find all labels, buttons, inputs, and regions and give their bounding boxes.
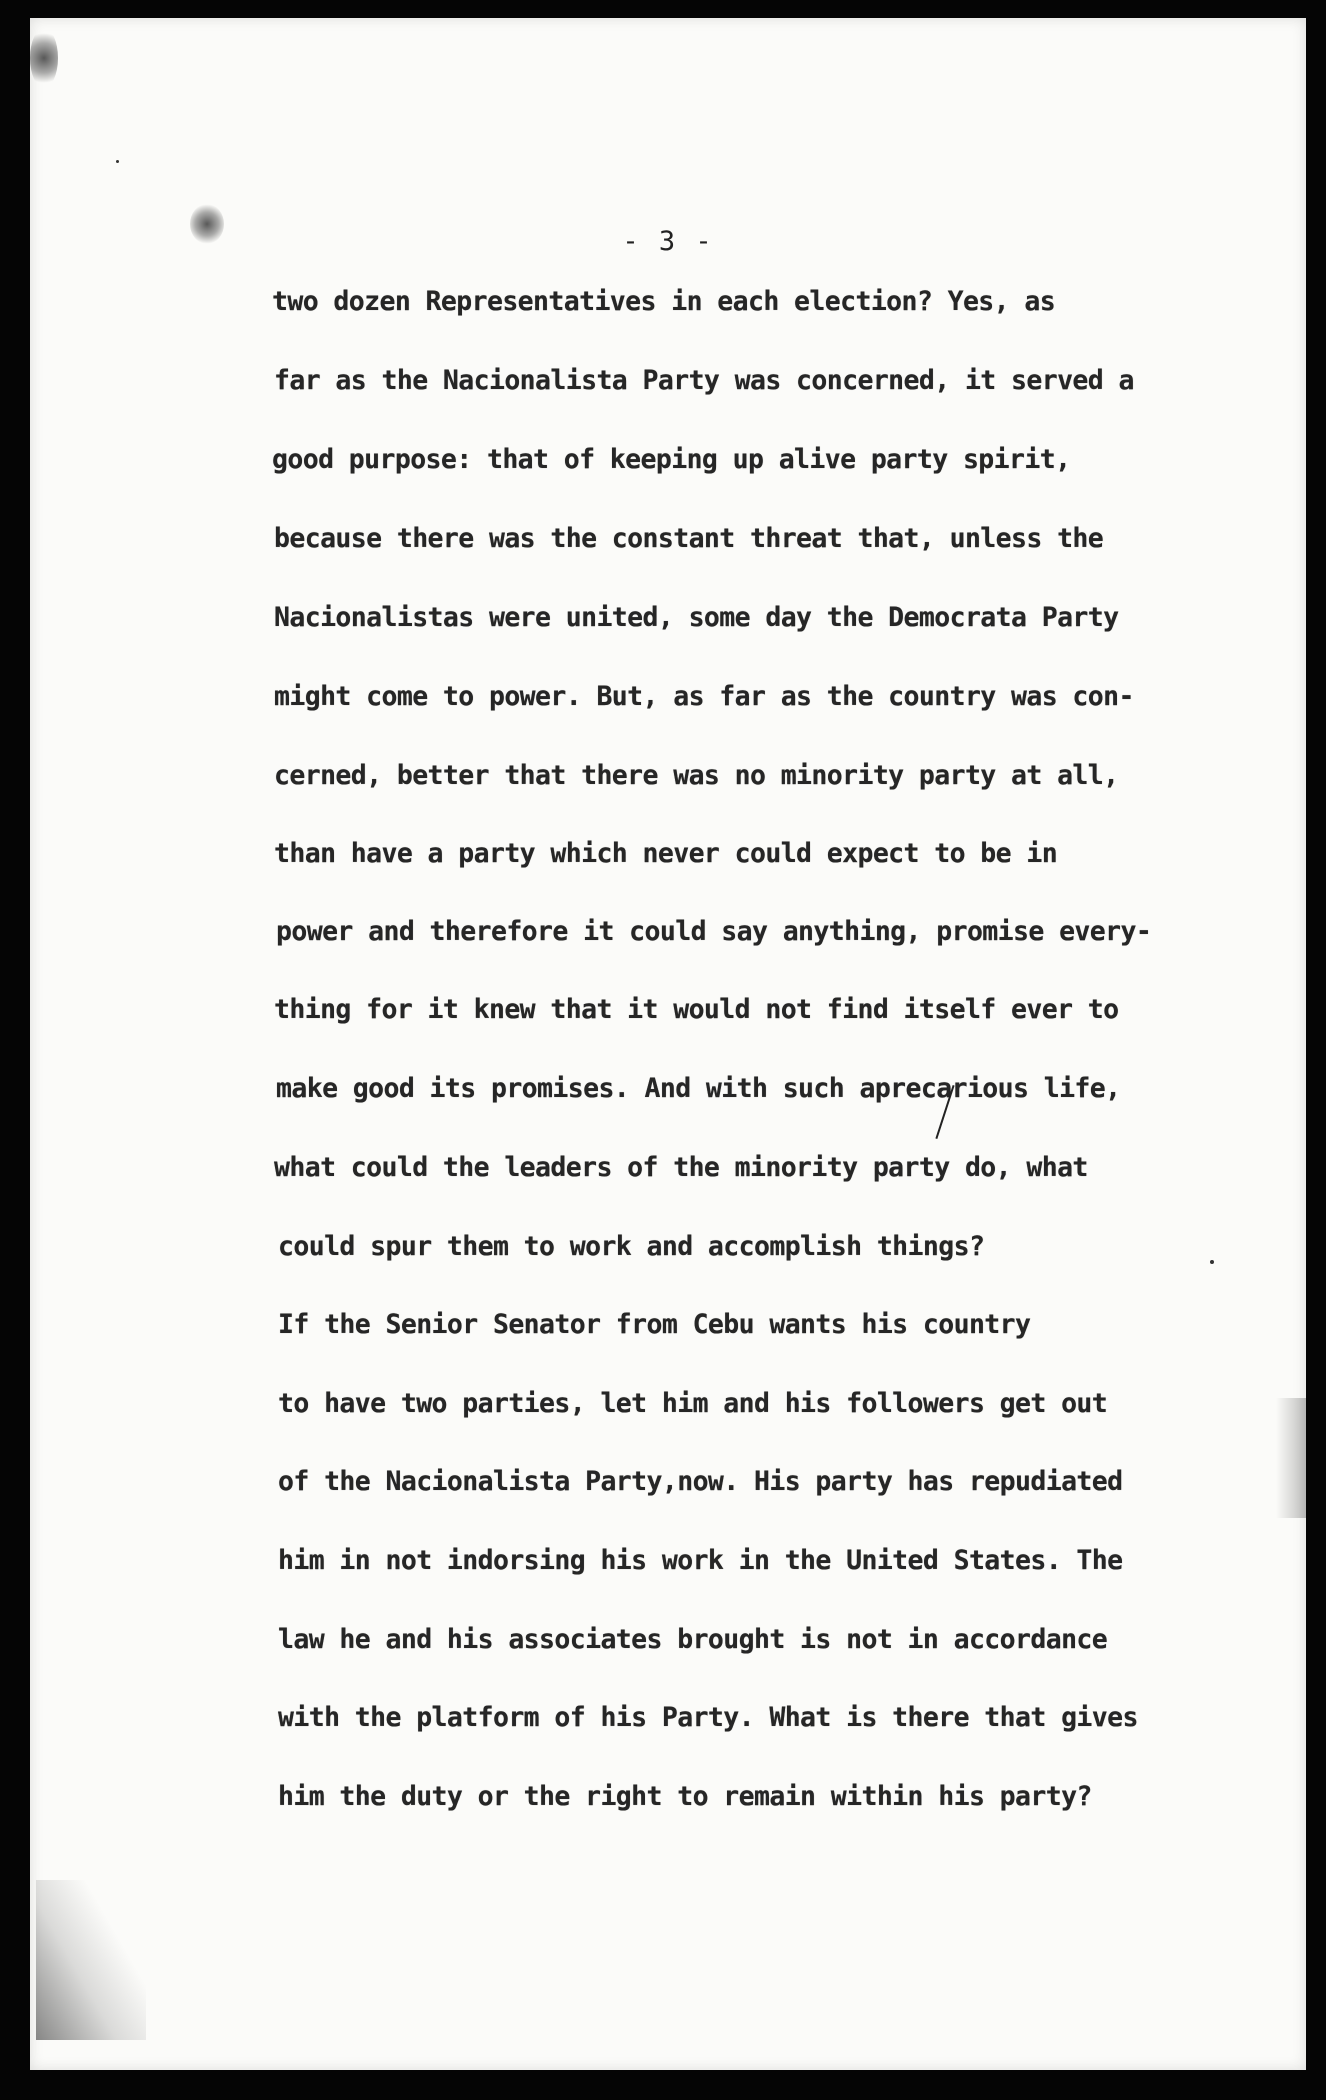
text-line: what could the leaders of the minority party do, what [274,1152,1088,1183]
text-line: than have a party which never could expect to be in [274,838,1058,869]
text-line: might come to power. But, as far as the country was con- [274,681,1134,712]
text-line: power and therefore it could say anything, promise every- [276,916,1152,947]
stray-mark [116,160,119,163]
text-line: him in not indorsing his work in the United States. The [278,1545,1123,1576]
text-line: thing for it knew that it would not find itself ever to [274,994,1119,1025]
corner-shadow [36,1880,146,2040]
text-line: could spur them to work and accomplish things? [278,1231,985,1262]
stray-mark [1210,1260,1214,1264]
text-line: far as the Nacionalista Party was concerned, it served a [274,365,1134,396]
text-line: him the duty or the right to remain within his party? [278,1781,1092,1812]
ink-smudge [30,28,58,88]
text-line: of the Nacionalista Party,now. His party has repudiated [278,1466,1123,1497]
text-line: with the platform of his Party. What is there that gives [278,1702,1138,1733]
text-line: cerned, better that there was no minority party at all, [274,760,1119,791]
text-line: two dozen Representatives in each election? Yes, as [272,286,1056,317]
page-number: - 3 - [622,226,714,257]
text-line: to have two parties, let him and his followers get out [278,1388,1108,1419]
text-line: make good its promises. And with such aprecarious life, [276,1073,1121,1104]
text-line: good purpose: that of keeping up alive party spirit, [272,444,1071,475]
edge-shadow [1276,1398,1306,1518]
text-line: law he and his associates brought is not in accordance [278,1624,1108,1655]
text-line: If the Senior Senator from Cebu wants his country [278,1309,1031,1340]
document-page [30,18,1306,2070]
text-line: Nacionalistas were united, some day the Democrata Party [274,602,1119,633]
text-line: because there was the constant threat that, unless the [274,523,1104,554]
